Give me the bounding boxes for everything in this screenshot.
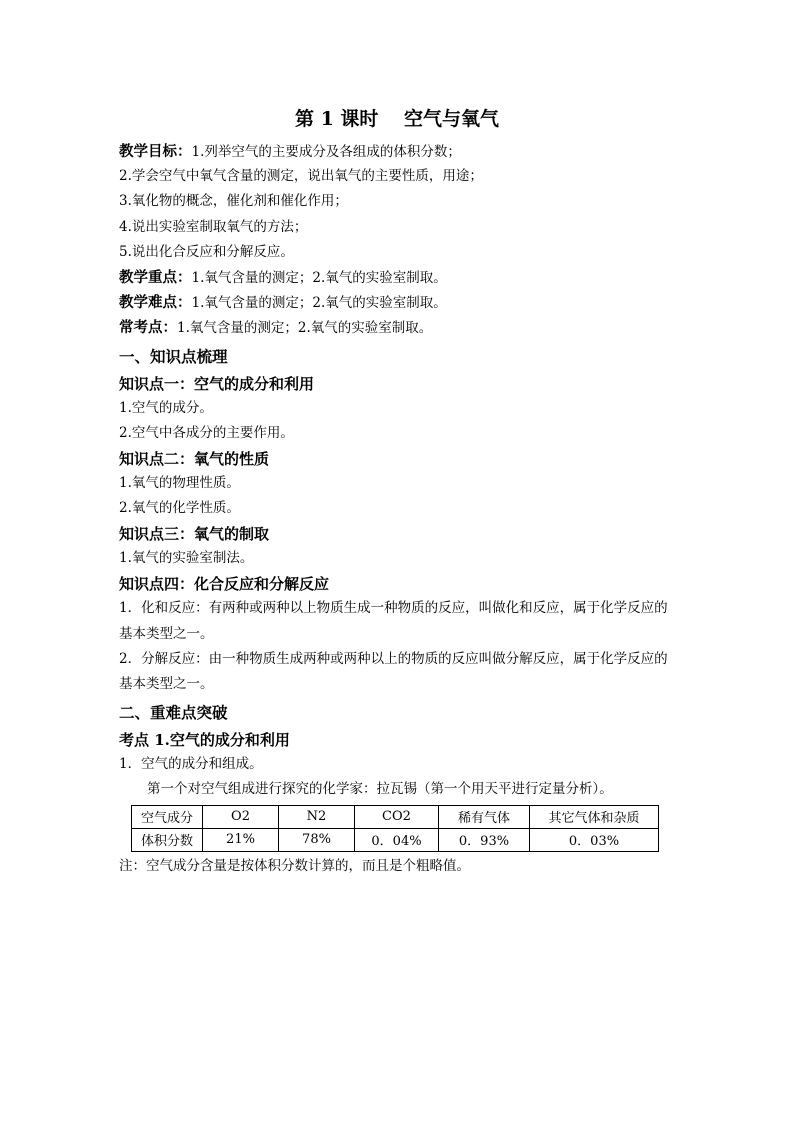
objective-item: 2.学会空气中氧气含量的测定，说出氧气的主要性质，用途； [119,168,483,185]
objective-item: 5.说出化合反应和分解反应。 [119,243,294,260]
key-points-text: 1.氧气含量的测定；2.氧气的实验室制取。 [191,269,447,286]
kp2-heading: 知识点二：氧气的性质 [119,449,270,468]
common-points-text: 1.氧气含量的测定；2.氧气的实验室制取。 [177,320,433,337]
kp2-item: 2.氧气的化学性质。 [119,500,240,517]
difficult-points-label: 教学难点： [119,294,192,312]
table-cell: 体积分数 [132,828,203,851]
objective-item: 4.说出实验室制取氧气的方法； [119,218,308,235]
kp3-heading: 知识点三：氧气的制取 [119,525,270,544]
kp2-item: 1.氧气的物理性质。 [119,474,240,491]
objective-item: 3.氧化物的概念，催化剂和催化作用； [119,193,348,210]
table-cell: 0．04% [355,828,439,851]
table-header-row [132,805,659,828]
table-cell: N2 [279,805,355,828]
topic1-item: 1．空气的成分和组成。 [119,756,263,773]
common-points-line [119,315,679,340]
difficult-points-text: 1.氧气含量的测定；2.氧气的实验室制取。 [191,295,447,312]
table-cell: 空气成分 [132,805,203,828]
table-cell: 78% [279,828,355,851]
kp1-heading: 知识点一：空气的成分和利用 [119,374,315,393]
topic1-heading: 考点 1.空气的成分和利用 [119,731,290,750]
objective-item: 1.列举空气的主要成分及各组成的体积分数； [191,144,461,160]
section-heading-key-difficult: 二、重难点突破 [119,703,228,723]
air-composition-table [131,805,659,852]
document-body [119,139,679,878]
key-points-label: 教学重点： [119,268,192,286]
kp1-item: 1.空气的成分。 [119,399,213,416]
difficult-points-line [119,290,679,315]
table-note: 注：空气成分含量是按体积分数计算的，而且是个粗略值。 [119,857,470,874]
topic1-intro: 第一个对空气组成进行探究的化学家：拉瓦锡（第一个用天平进行定量分析）。 [147,781,613,798]
section-heading-knowledge: 一、知识点梳理 [119,346,228,366]
page-title: 第 1 课时 空气与氧气 [294,108,500,130]
table-cell: 0．03% [530,828,659,851]
table-cell: 21% [203,828,279,851]
kp1-item: 2.空气中各成分的主要作用。 [119,424,294,441]
objectives-label: 教学目标： [119,143,192,160]
table-cell: O2 [203,805,279,828]
table-cell: 稀有气体 [439,805,530,828]
kp3-item: 1.氧气的实验室制法。 [119,550,254,567]
kp4-heading: 知识点四：化合反应和分解反应 [119,575,330,594]
common-points-label: 常考点： [119,319,177,337]
table-cell: 其它气体和杂质 [530,805,659,828]
table-cell: 0．93% [439,828,530,851]
table-row [132,828,659,851]
kp4-item-decomposition: 2．分解反应：由一种物质生成两种或两种以上的物质的反应叫做分解反应，属于化学反应的基本类型之一。 [119,650,668,693]
kp4-item-combination: 1．化和反应：有两种或两种以上物质生成一种物质的反应，叫做化和反应，属于化学反应的基本类型之一。 [119,600,668,642]
table-cell: CO2 [355,805,439,828]
objectives-line-1 [119,139,679,164]
key-points-line [119,265,679,290]
